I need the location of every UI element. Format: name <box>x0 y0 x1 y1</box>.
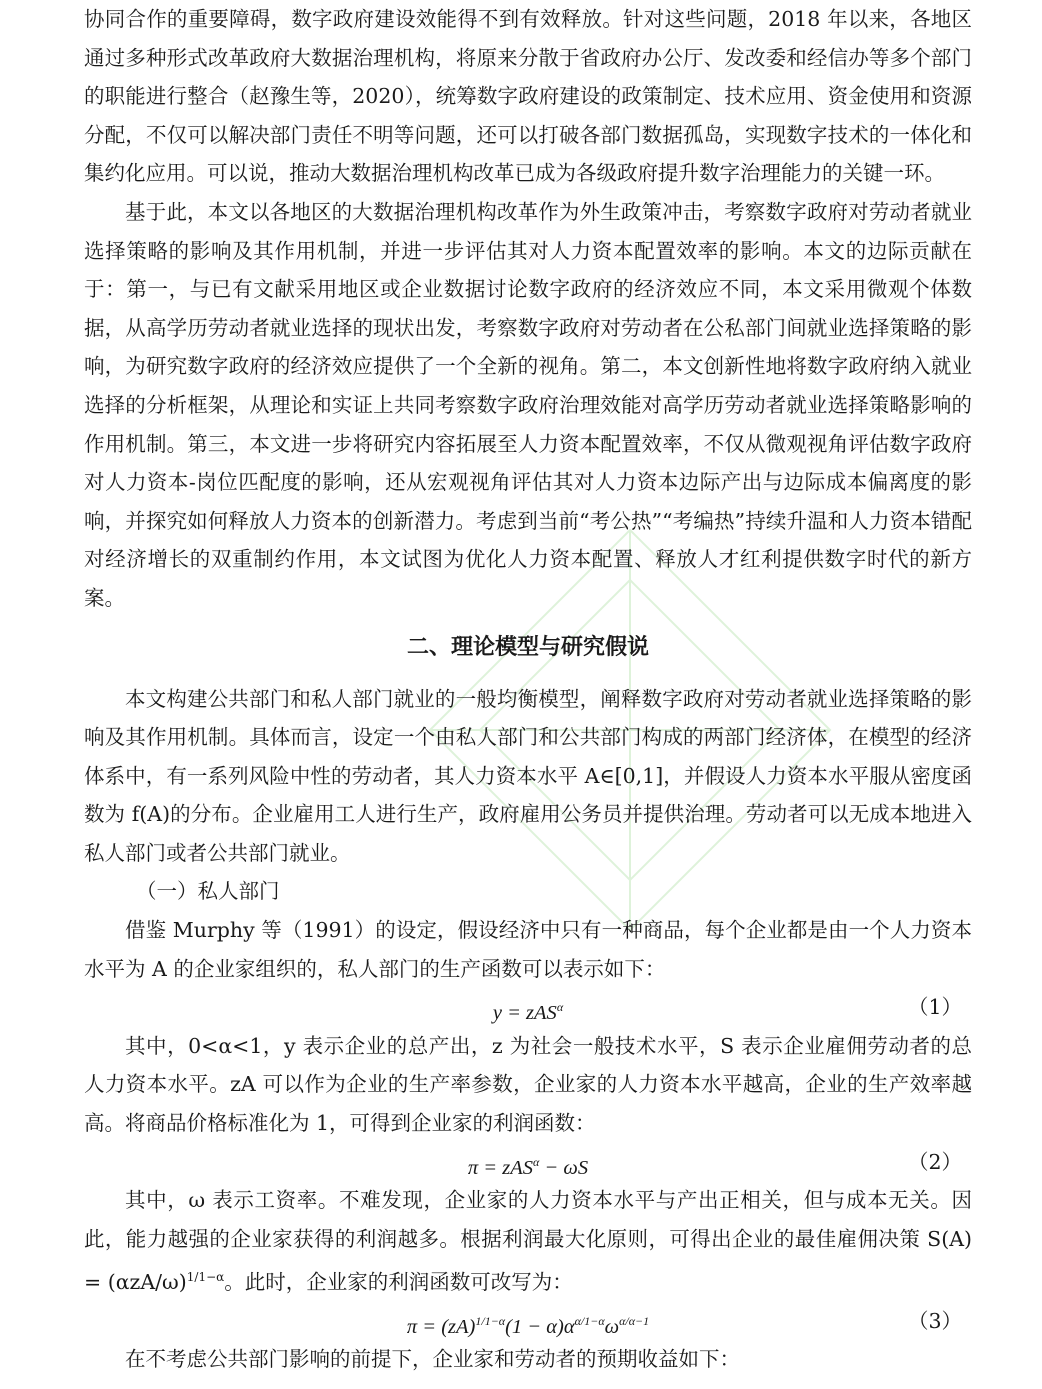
p6-sup: 1/1−α <box>186 1270 225 1285</box>
eq3-part-a: π = (zA) <box>406 1315 476 1338</box>
paragraph-cut-off: 在不考虑公共部门影响的前提下，企业家和劳动者的预期收益如下： <box>125 1347 740 1372</box>
eq2-tail: − ωS <box>539 1156 589 1179</box>
paragraph-production: 借鉴 Murphy 等（1991）的设定，假设经济中只有一种商品，每个企业都是由一个人力资本水平为 A 的企业家组织的，私人部门的生产函数可以表示如下： <box>84 918 972 981</box>
subsection-title: （一）私人部门 <box>136 879 280 904</box>
p6-text-a: 其中，ω 表示工资率。不难发现，企业家的人力资本水平与产出正相关，但与成本无关。因此，能力越强的企业家获得的利润越多。根据利润最大化原则，可得出企业的最佳雇佣决策 S(A) = (αzA/ω) <box>84 1188 972 1295</box>
eq2-number: （2） <box>907 1149 962 1174</box>
equation-1 <box>84 988 972 1027</box>
eq3-part-c: ω <box>604 1315 620 1338</box>
equation-2 <box>84 1143 972 1182</box>
eq1-number: （1） <box>907 995 962 1020</box>
section-title: 二、理论模型与研究假说 <box>406 634 649 660</box>
eq3-sup-2: α/1−α <box>574 1313 605 1328</box>
paragraph-continued: 协同合作的重要障碍，数字政府建设效能得不到有效释放。针对这些问题，2018 年以来，各地区通过多种形式改革政府大数据治理机构，将原来分散于省政府办公厅、发改委和经信办等多个部门的职能进行整合（赵豫生等，2020），统筹数字政府建设的政策制定、技术应用、资金使用和资源分配，不仅可以解决部门责任不明等问题，还可以打破各部门数据孤岛，实现数字技术的一体化和集约化应用。可以说，推动大数据治理机构改革已成为各级政府提升数字治理能力的关键一环。 <box>84 7 972 186</box>
paragraph-contributions: 基于此，本文以各地区的大数据治理机构改革作为外生政策冲击，考察数字政府对劳动者就业选择策略的影响及其作用机制，并进一步评估其对人力资本配置效率的影响。本文的边际贡献在于：第一，与已有文献采用地区或企业数据讨论数字政府的经济效应不同，本文采用微观个体数据，从高学历劳动者就业选择的现状出发，考察数字政府对劳动者在公私部门间就业选择策略的影响，为研究数字政府的经济效应提供了一个全新的视角。第二，本文创新性地将数字政府纳入就业选择的分析框架，从理论和实证上共同考察数字政府治理效能对高学历劳动者就业选择策略影响的作用机制。第三，本文进一步将研究内容拓展至人力资本配置效率，不仅从微观视角评估数字政府对人力资本-岗位匹配度的影响，还从宏观视角评估其对人力资本边际产出与边际成本偏离度的影响，并探究如何释放人力资本的创新潜力。考虑到当前“考公热”“考编热”持续升温和人力资本错配对经济增长的双重制约作用，本文试图为优化人力资本配置、释放人才红利提供数字时代的新方案。 <box>84 199 972 610</box>
equation-3 <box>84 1302 972 1341</box>
eq3-number: （3） <box>907 1308 962 1333</box>
eq3-sup-1: 1/1−α <box>475 1313 506 1328</box>
paragraph-profit-intro: 其中，0<α<1，y 表示企业的总产出，z 为社会一般技术水平，S 表示企业雇佣劳动者的总人力资本水平。zA 可以作为企业的生产率参数，企业家的人力资本水平越高，企业的生产效率越高。将商品价格标准化为 1，可得到企业家的利润函数： <box>84 1033 972 1136</box>
p6-text-b: 。此时，企业家的利润函数可改写为： <box>224 1270 573 1295</box>
eq2-body: π = zAS <box>467 1156 533 1179</box>
paragraph-optimal-hiring <box>84 1181 972 1302</box>
eq3-part-b: (1 − α)α <box>505 1315 575 1338</box>
eq2-sup: α <box>532 1154 540 1169</box>
paragraph-model-intro: 本文构建公共部门和私人部门就业的一般均衡模型，阐释数字政府对劳动者就业选择策略的影响及其作用机制。具体而言，设定一个由私人部门和公共部门构成的两部门经济体，在模型的经济体系中，有一系列风险中性的劳动者，其人力资本水平 A∈[0,1]，并假设人力资本水平服从密度函数为 f(A)的分布。企业雇用工人进行生产，政府雇用公务员并提供治理。劳动者可以无成本地进入私人部门或者公共部门就业。 <box>84 686 972 865</box>
eq1-body: y = zAS <box>492 1002 557 1025</box>
paper-page <box>84 0 972 1372</box>
eq3-sup-3: α/α−1 <box>619 1313 650 1328</box>
eq1-sup: α <box>556 1000 564 1015</box>
